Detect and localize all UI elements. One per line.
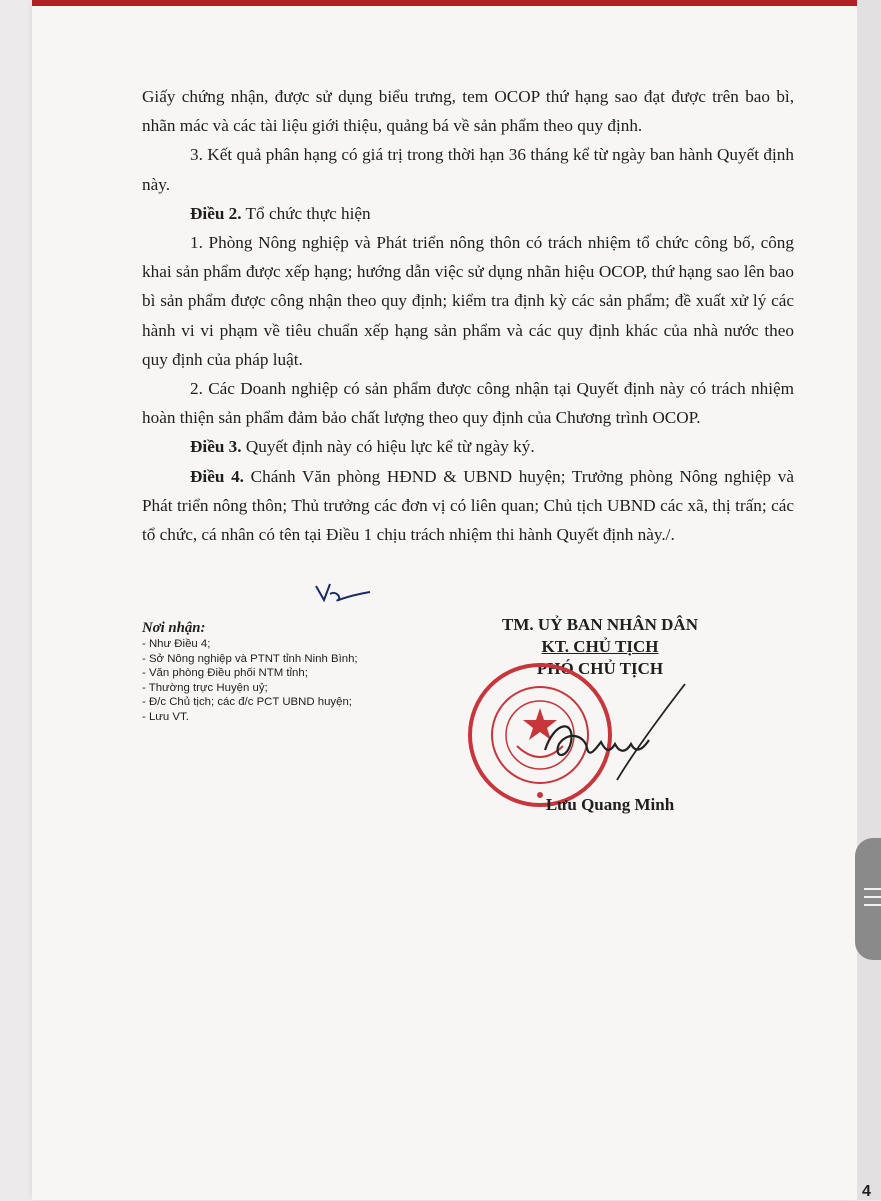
viewer-scroll-handle[interactable] [855,838,881,960]
article-4-text: Chánh Văn phòng HĐND & UBND huyện; Trưởng phòng Nông nghiệp và Phát triển nông thôn; Thủ trưởng các đơn vị có liên quan; Chủ tịch UBND các xã, thị trấn; các tổ chức, cá nhân có tên tại Điều 1 chịu trách nhiệm thi hành Quyết định này./. [142,466,795,545]
recipient-item: - Đ/c Chủ tịch; các đ/c PCT UBND huyện; [142,696,352,709]
signature-title: TM. UỶ BAN NHÂN DÂN [502,615,698,634]
article-4 [142,462,794,550]
recipient-item: - Thường trực Huyện uỷ; [142,681,268,694]
article-2-text: Tổ chức thực hiện [241,203,371,223]
paragraph-agriculture-dept: 1. Phòng Nông nghiệp và Phát triển nông thôn có trách nhiệm tổ chức công bố, công khai sản phẩm được xếp hạng; hướng dẫn việc sử dụng nhãn hiệu OCOP, thứ hạng sao lên bao bì sản phẩm được công nhận theo quy định; kiểm tra định kỳ các sản phẩm; đề xuất xử lý các hành vi vi phạm về tiêu chuẩn xếp hạng sản phẩm và các quy định khác của nhà nước theo quy định của pháp luật. [142,233,794,369]
recipients-list [142,619,462,725]
recipients-heading: Nơi nhận: [142,620,206,636]
paragraph-continuation: Giấy chứng nhận, được sử dụng biểu trưng, tem OCOP thứ hạng sao đạt được trên bao bì, nhãn mác và các tài liệu giới thiệu, quảng bá về sản phẩm theo quy định. [142,87,794,136]
signature-kt: KT. CHỦ TỊCH [541,637,659,656]
article-2-title: Điều 2. [190,203,242,223]
signer-name: Lưu Quang Minh [545,795,675,814]
article-3-text: Quyết định này có hiệu lực kể từ ngày ký. [241,437,535,457]
viewer-right-edge [857,0,881,1200]
recipient-item: - Như Điều 4; [142,638,211,650]
document-body [142,82,794,549]
article-2-heading [142,199,794,228]
recipient-item: - Lưu VT. [142,710,189,723]
paragraph-validity: 3. Kết quả phân hạng có giá trị trong thời hạn 36 tháng kể từ ngày ban hành Quyết định này. [142,145,794,194]
handle-grip-line [864,904,881,906]
handwritten-signature-icon [525,680,695,785]
handle-grip-line [864,896,881,898]
paragraph-enterprises: 2. Các Doanh nghiệp có sản phẩm được công nhận tại Quyết định này có trách nhiệm hoàn thiện sản phẩm đảm bảo chất lượng theo quy định của Chương trình OCOP. [142,379,794,428]
article-3-title: Điều 3. [190,437,242,457]
page-top-edge [32,0,857,6]
page-number: 4 [862,1183,871,1200]
signature-position: PHÓ CHỦ TỊCH [536,659,664,678]
handle-grip-line [864,888,881,890]
recipient-item: - Sở Nông nghiệp và PTNT tỉnh Ninh Bình; [142,652,358,665]
recipient-item: - Văn phòng Điều phối NTM tỉnh; [142,667,308,680]
initial-mark-icon [312,580,372,606]
article-3 [142,432,794,461]
article-4-title: Điều 4. [190,466,244,486]
